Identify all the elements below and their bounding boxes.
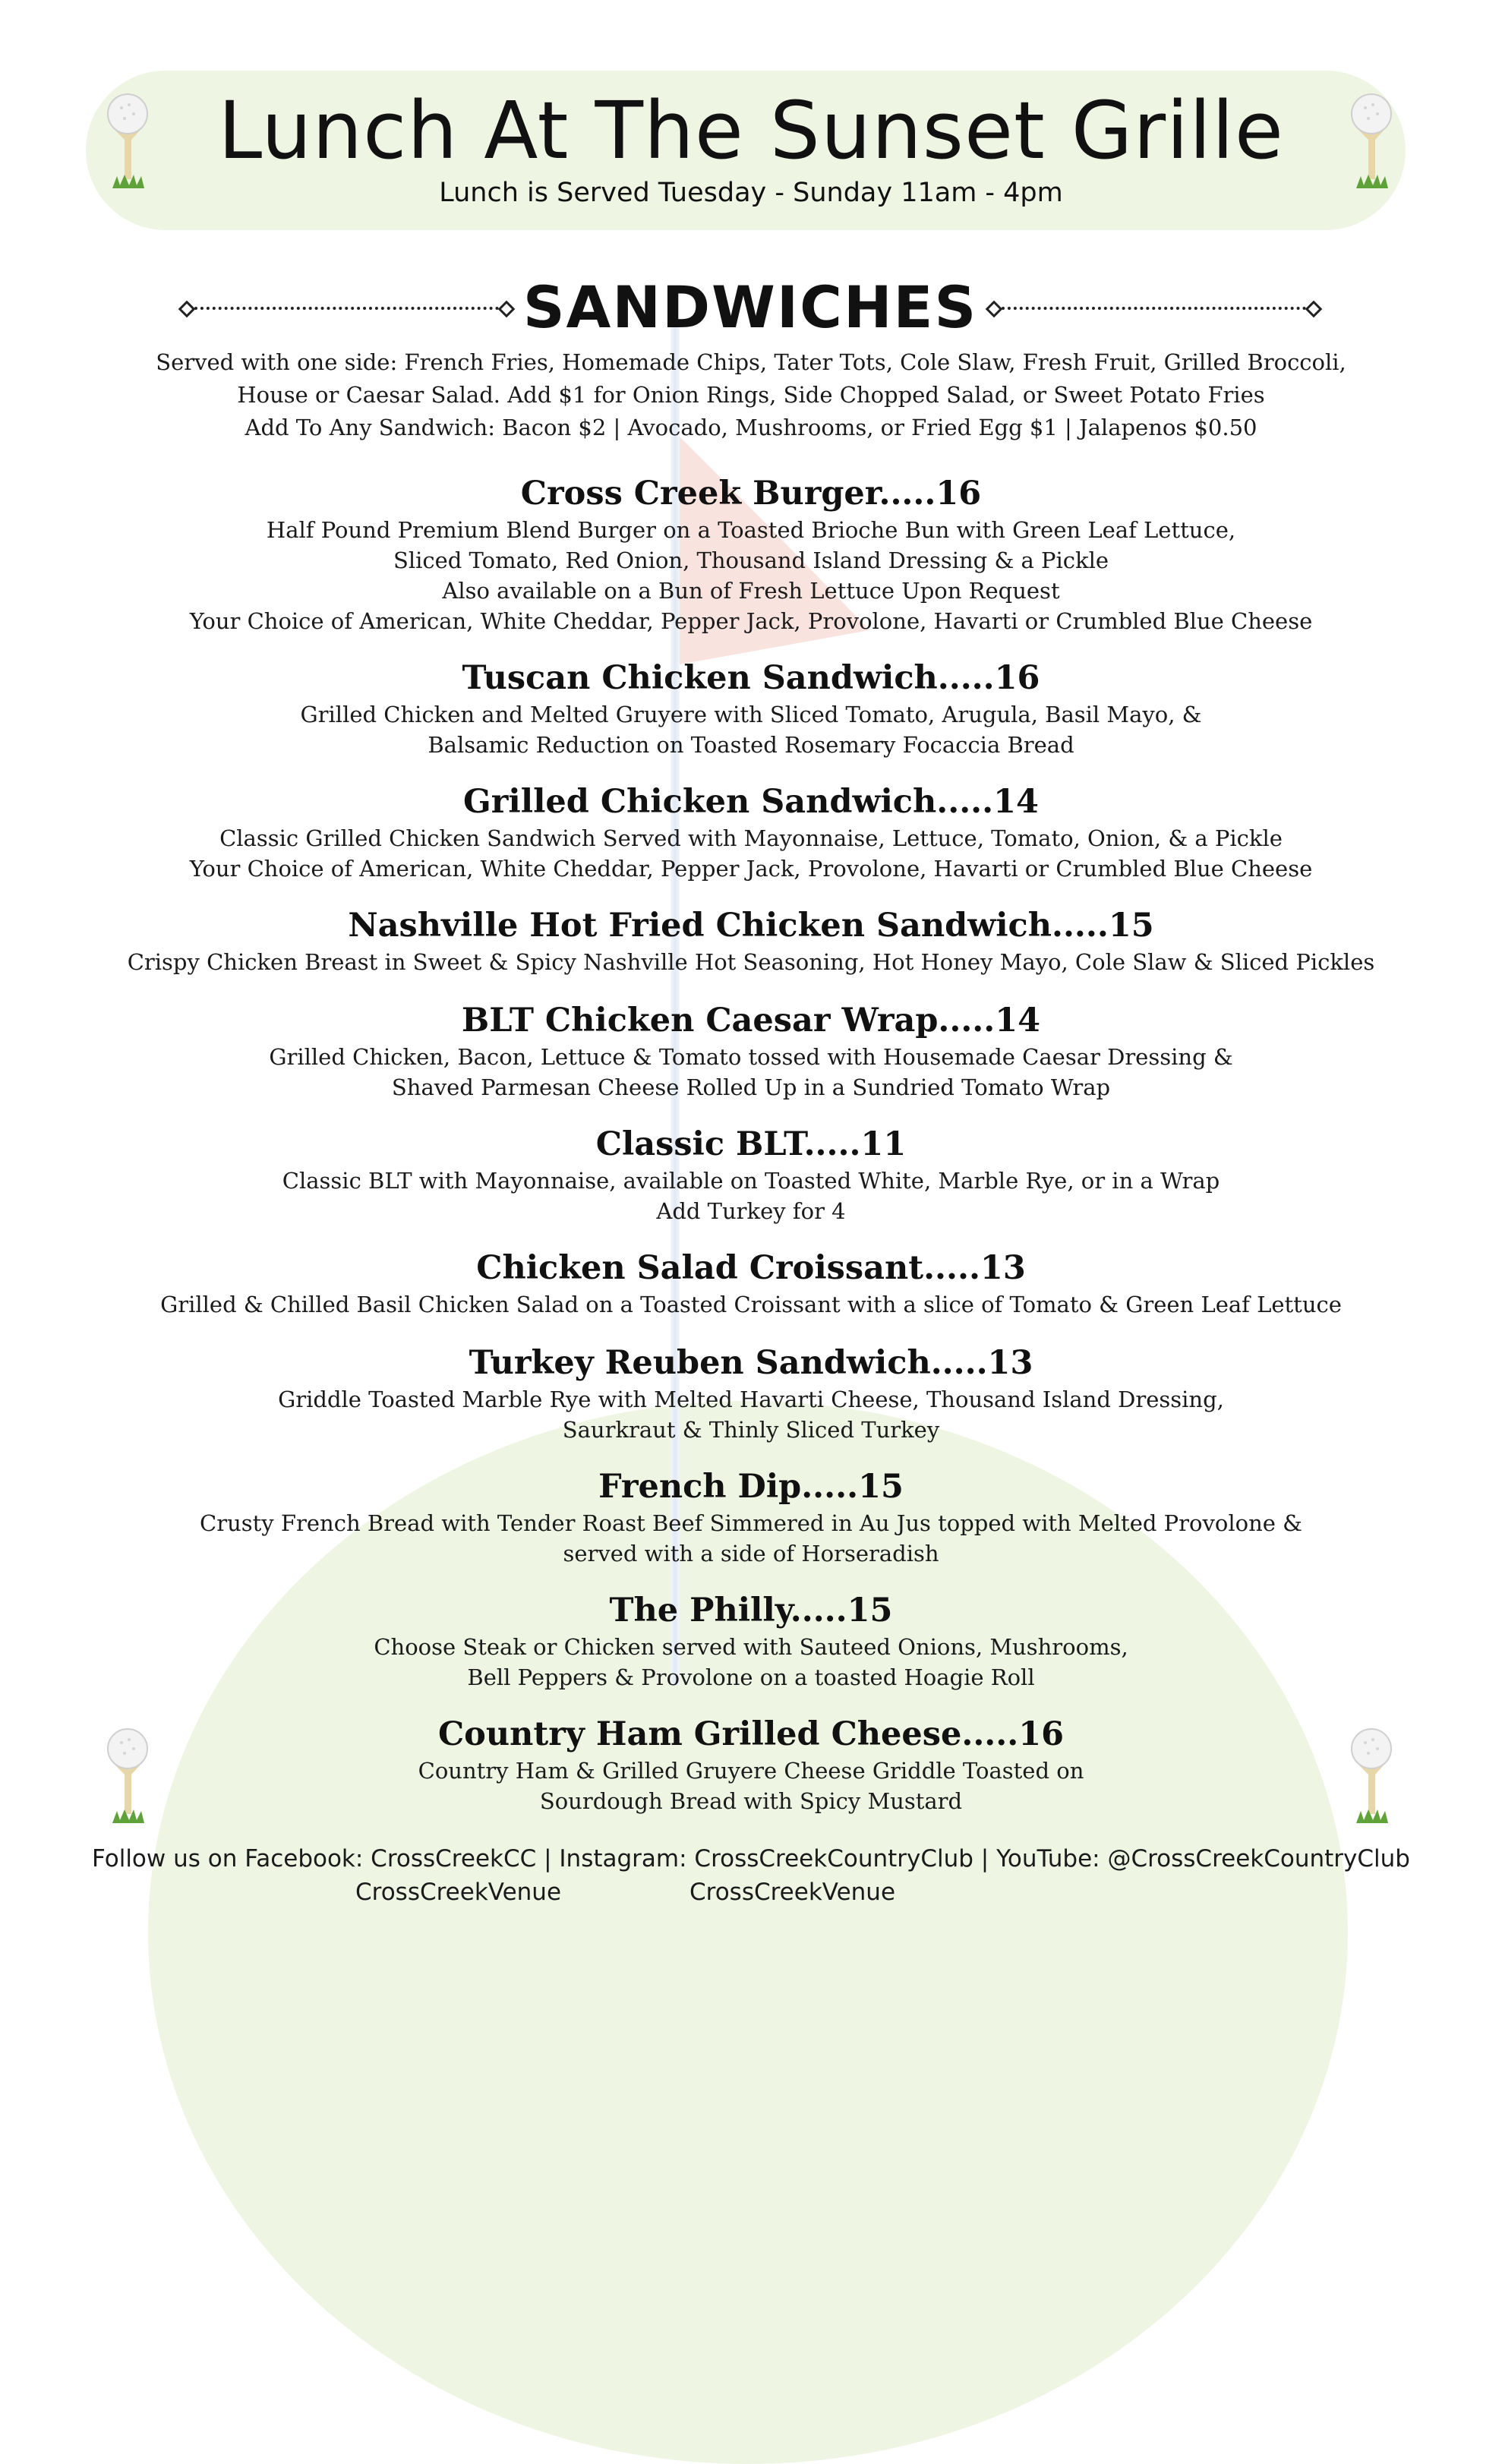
item-name: Nashville Hot Fried Chicken Sandwich.....15 [348, 907, 1154, 945]
menu-item [0, 1247, 1502, 1342]
intro-line: Served with one side: French Fries, Homemade Chips, Tater Tots, Cole Slaw, Fresh Fruit, Grilled Broccoli, [156, 349, 1346, 375]
menu-item [0, 1342, 1502, 1465]
item-description: Grilled Chicken, Bacon, Lettuce & Tomato tossed with Housemade Caesar Dressing & [269, 1044, 1233, 1070]
menu-item [0, 657, 1502, 781]
item-name: Turkey Reuben Sandwich.....13 [469, 1344, 1033, 1382]
item-description: Classic BLT with Mayonnaise, available on Toasted White, Marble Rye, or in a Wrap [282, 1168, 1220, 1194]
item-description: Crusty French Bread with Tender Roast Beef Simmered in Au Jus topped with Melted Provolone & [200, 1510, 1302, 1536]
golf-ball-tee-icon [1349, 1727, 1394, 1825]
item-name: The Philly.....15 [609, 1592, 893, 1630]
item-name: Country Ham Grilled Cheese.....16 [437, 1715, 1065, 1753]
sandwich-menu [0, 472, 1502, 1837]
page-title: Lunch At The Sunset Grille [218, 84, 1284, 177]
menu-item [0, 1713, 1502, 1837]
item-name: Grilled Chicken Sandwich.....14 [463, 783, 1039, 821]
item-description: Your Choice of American, White Cheddar, Pepper Jack, Provolone, Havarti or Crumbled Blue Cheese [189, 608, 1313, 634]
item-description: Grilled Chicken and Melted Gruyere with Sliced Tomato, Arugula, Basil Mayo, & [300, 702, 1202, 727]
social-links: Follow us on Facebook: CrossCreekCC | Instagram: CrossCreekCountryClub | YouTube: @CrossCreekCountryClub [92, 1845, 1410, 1872]
lunch-hours: Lunch is Served Tuesday - Sunday 11am - 4pm [439, 178, 1063, 208]
item-description: Griddle Toasted Marble Rye with Melted Havarti Cheese, Thousand Island Dressing, [278, 1387, 1224, 1412]
item-description: Choose Steak or Chicken served with Sauteed Onions, Mushrooms, [374, 1634, 1128, 1660]
dotted-divider-right [988, 300, 1320, 315]
item-name: BLT Chicken Caesar Wrap.....14 [461, 1002, 1041, 1040]
item-description: Your Choice of American, White Cheddar, Pepper Jack, Provolone, Havarti or Crumbled Blue Cheese [189, 856, 1313, 882]
menu-item [0, 1589, 1502, 1713]
item-description: Classic Grilled Chicken Sandwich Served with Mayonnaise, Lettuce, Tomato, Onion, & a Pickle [219, 825, 1283, 851]
item-description: Crispy Chicken Breast in Sweet & Spicy Nashville Hot Seasoning, Hot Honey Mayo, Cole Slaw & Sliced Pickles [127, 949, 1375, 975]
menu-item [0, 472, 1502, 657]
golf-ball-tee-icon [105, 1727, 150, 1825]
section-title: SANDWICHES [522, 273, 978, 341]
intro-line: House or Caesar Salad. Add $1 for Onion Rings, Side Chopped Salad, or Sweet Potato Fries [237, 382, 1265, 408]
item-description: Sourdough Bread with Spicy Mustard [539, 1788, 963, 1814]
instagram-venue-handle: CrossCreekVenue [689, 1879, 896, 1906]
menu-item [0, 904, 1502, 999]
item-description: served with a side of Horseradish [563, 1541, 939, 1566]
dotted-divider-left [181, 300, 513, 315]
item-description: Shaved Parmesan Cheese Rolled Up in a Sundried Tomato Wrap [391, 1074, 1111, 1100]
menu-item [0, 1123, 1502, 1247]
social-footer [0, 1842, 1502, 1906]
item-description: Add Turkey for 4 [656, 1198, 846, 1224]
item-description: Country Ham & Grilled Gruyere Cheese Griddle Toasted on [418, 1758, 1084, 1784]
item-name: Chicken Salad Croissant.....13 [476, 1249, 1026, 1287]
item-description: Balsamic Reduction on Toasted Rosemary Focaccia Bread [428, 732, 1074, 758]
item-description: Sliced Tomato, Red Onion, Thousand Island Dressing & a Pickle [393, 547, 1109, 573]
item-name: Classic BLT.....11 [595, 1125, 907, 1163]
item-description: Half Pound Premium Blend Burger on a Toasted Brioche Bun with Green Leaf Lettuce, [266, 517, 1236, 543]
menu-item [0, 1465, 1502, 1589]
item-description: Grilled & Chilled Basil Chicken Salad on a Toasted Croissant with a slice of Tomato & Green Leaf Lettuce [160, 1292, 1342, 1317]
facebook-venue-handle: CrossCreekVenue [355, 1879, 562, 1906]
section-heading [181, 273, 1320, 342]
menu-item [0, 781, 1502, 904]
item-description: Also available on a Bun of Fresh Lettuce Upon Request [442, 578, 1060, 604]
item-name: French Dip.....15 [598, 1468, 904, 1506]
item-description: Saurkraut & Thinly Sliced Turkey [562, 1417, 940, 1443]
item-name: Tuscan Chicken Sandwich.....16 [462, 659, 1040, 697]
intro-line: Add To Any Sandwich: Bacon $2 | Avocado, Mushrooms, or Fried Egg $1 | Jalapenos $0.50 [245, 415, 1257, 440]
item-name: Cross Creek Burger.....16 [520, 475, 982, 513]
section-intro [0, 346, 1502, 444]
menu-item [0, 999, 1502, 1123]
item-description: Bell Peppers & Provolone on a toasted Hoagie Roll [467, 1664, 1035, 1690]
